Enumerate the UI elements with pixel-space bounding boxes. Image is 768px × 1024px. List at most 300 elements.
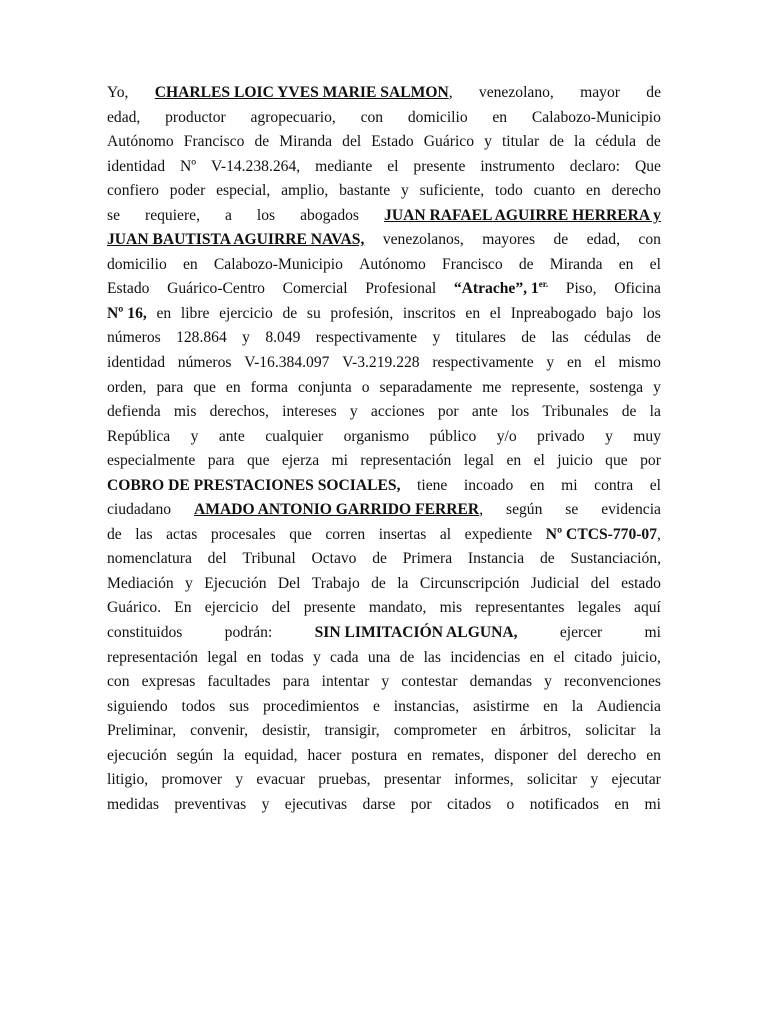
- word: desistir,: [262, 722, 311, 740]
- word: el: [649, 255, 661, 273]
- word: de: [539, 550, 555, 568]
- word: asistirme: [472, 697, 530, 715]
- word: que: [246, 452, 270, 470]
- word-group: [155, 84, 453, 102]
- word: en: [465, 304, 481, 322]
- text-line: [107, 158, 661, 183]
- word: cada: [330, 648, 359, 666]
- word: en: [646, 746, 661, 764]
- word: bajo: [606, 304, 633, 322]
- word: cédula: [595, 133, 637, 151]
- word: ,: [479, 501, 484, 519]
- word: domicilio: [107, 255, 167, 273]
- word: mediante: [315, 157, 373, 175]
- text-line: [107, 550, 661, 575]
- word: las: [551, 329, 569, 347]
- word: inscritos: [402, 304, 456, 322]
- word: Autónomo: [359, 255, 426, 273]
- word: libre: [180, 304, 210, 322]
- word: acciones: [370, 403, 425, 421]
- word: con: [107, 673, 130, 691]
- word: y: [381, 673, 390, 691]
- word: citado: [574, 648, 613, 666]
- word: de: [646, 133, 661, 151]
- word: y: [401, 182, 409, 200]
- word: solicitar: [526, 771, 578, 789]
- word: procesales: [210, 525, 276, 543]
- word: transigir,: [324, 722, 380, 740]
- word: y: [590, 771, 599, 789]
- word: citados: [446, 795, 492, 813]
- word: Estado: [371, 133, 414, 151]
- underlined-name: CHARLES LOIC YVES MARIE SALMON: [154, 84, 449, 101]
- word: el: [594, 354, 606, 372]
- word: y: [653, 378, 661, 396]
- word: ejercer: [559, 624, 603, 642]
- bold-phrase: “Atrache”, $1^{er.}$: [453, 279, 549, 298]
- word: corren: [325, 525, 366, 543]
- word: Oficina: [614, 280, 661, 298]
- word: y/o: [496, 427, 517, 445]
- word: una: [367, 648, 391, 666]
- word: instrumento: [480, 157, 555, 175]
- word: respectivamente: [315, 329, 418, 347]
- word: en: [490, 722, 506, 740]
- word: para: [207, 452, 235, 470]
- word: los: [642, 304, 661, 322]
- text-line: [107, 796, 661, 821]
- word: podrán:: [224, 624, 273, 642]
- word: expediente: [464, 525, 533, 543]
- word: árbitros,: [519, 722, 572, 740]
- word: solicitar: [585, 722, 636, 740]
- word: constituidos: [107, 624, 183, 642]
- word: de: [646, 329, 661, 347]
- word: identidad: [107, 157, 166, 175]
- text-line: [107, 256, 661, 281]
- word: darse: [362, 795, 396, 813]
- text-line: [107, 84, 661, 109]
- word: las: [423, 648, 441, 666]
- word: Octavo: [311, 550, 357, 568]
- text-line: [107, 305, 661, 330]
- word: Guárico-Centro: [167, 280, 265, 298]
- word: sostenga: [589, 378, 644, 396]
- word: República: [107, 427, 171, 445]
- word: Trabajo: [311, 574, 360, 592]
- word: de: [254, 133, 270, 151]
- word: legal: [207, 648, 238, 666]
- word: todo: [495, 182, 523, 200]
- word: agropecuario,: [250, 108, 336, 126]
- word: su: [306, 304, 321, 322]
- word: Tribunal: [242, 550, 296, 568]
- word: Francisco: [183, 133, 245, 151]
- word: edad,: [107, 108, 141, 126]
- word: y: [261, 795, 270, 813]
- word: Tribunales: [542, 403, 609, 421]
- word: presente: [413, 157, 466, 175]
- word: cuanto: [533, 182, 576, 200]
- word: Instancia: [467, 550, 525, 568]
- word: se: [565, 501, 579, 519]
- word: actas: [166, 525, 198, 543]
- word: Miranda: [549, 255, 603, 273]
- word: los: [511, 403, 530, 421]
- word: Preliminar,: [107, 722, 177, 740]
- word: que: [289, 525, 312, 543]
- word: de: [372, 550, 387, 568]
- word: que: [605, 452, 628, 470]
- word: el: [489, 304, 502, 322]
- word: me: [482, 378, 502, 396]
- word: 128.864: [176, 329, 227, 347]
- text-line: [107, 477, 661, 502]
- word: evacuar: [256, 771, 305, 789]
- bold-phrase: SIN LIMITACIÓN ALGUNA,: [314, 624, 518, 642]
- underlined-name: JUAN RAFAEL AGUIRRE HERRERA y: [384, 206, 661, 224]
- text-line: [107, 599, 661, 624]
- text-line: [107, 280, 661, 305]
- word: confiero: [107, 182, 159, 200]
- word: expresas: [141, 673, 196, 691]
- word: nomenclatura: [107, 550, 192, 568]
- word: del: [342, 133, 362, 151]
- word: en: [506, 452, 522, 470]
- word: orden,: [107, 378, 147, 396]
- word: incidencias: [450, 648, 521, 666]
- text-line: [107, 403, 661, 428]
- bold-phrase: Nº CTCS-770-07: [545, 525, 658, 543]
- word: para: [282, 673, 310, 691]
- text-line: [107, 501, 661, 526]
- word: ejerza: [281, 452, 320, 470]
- word: el: [533, 452, 545, 470]
- word: derecho: [586, 746, 637, 764]
- word: público: [429, 427, 477, 445]
- word: bastante: [339, 182, 391, 200]
- word: pruebas,: [318, 771, 371, 789]
- text-line: [107, 526, 661, 551]
- word: En: [174, 599, 192, 617]
- word: la: [574, 133, 586, 151]
- word: informes,: [454, 771, 514, 789]
- text-line: [107, 182, 661, 207]
- word: titulares: [455, 329, 506, 347]
- word: Que: [634, 157, 661, 175]
- word: venezolanos,: [382, 231, 464, 249]
- word: Sustanciación,: [570, 550, 661, 568]
- word: remates,: [431, 746, 485, 764]
- word: V-3.219.228: [342, 354, 420, 372]
- word: ante: [218, 427, 245, 445]
- word: muy: [633, 427, 661, 445]
- word: reconvenciones: [564, 673, 661, 691]
- word: respectivamente: [432, 354, 534, 372]
- text-line: [107, 771, 661, 796]
- word: que: [193, 378, 216, 396]
- word: evidencia: [601, 501, 661, 519]
- word: convenir,: [190, 722, 249, 740]
- word: demandas: [469, 673, 533, 691]
- word: postura: [351, 746, 398, 764]
- word: procedimientos: [262, 697, 360, 715]
- word: incoado: [463, 476, 514, 494]
- word: mi: [644, 624, 661, 642]
- word: en: [543, 697, 558, 715]
- word: todos: [181, 697, 216, 715]
- word: separadamente: [379, 378, 473, 396]
- word: ,: [448, 84, 453, 101]
- word: especial,: [216, 182, 271, 200]
- word: Miranda: [279, 133, 333, 151]
- word: siguiendo: [107, 697, 168, 715]
- word: en: [529, 648, 545, 666]
- word: por: [437, 403, 459, 421]
- word: ejercicio: [219, 304, 273, 322]
- word: al: [439, 525, 452, 543]
- word: Del: [277, 574, 301, 592]
- word: Yo,: [107, 84, 129, 101]
- word: según: [176, 746, 214, 764]
- word: según: [506, 501, 543, 519]
- word: derecho: [611, 182, 661, 200]
- word: y: [349, 403, 358, 421]
- word: en: [614, 795, 630, 813]
- word: Circunscripción: [419, 574, 520, 592]
- word: cualquier: [265, 427, 324, 445]
- text-line: [107, 133, 661, 158]
- word: mis: [173, 403, 197, 421]
- word: en: [492, 108, 508, 126]
- word: Guárico: [423, 133, 475, 151]
- word: disponer: [494, 746, 548, 764]
- word: mi: [331, 452, 348, 470]
- word: Piso,: [565, 280, 597, 298]
- word: todas: [270, 648, 304, 666]
- word: del: [557, 746, 577, 764]
- word: y: [235, 771, 244, 789]
- text-line: [107, 649, 661, 674]
- word: por: [410, 795, 432, 813]
- word: y: [484, 133, 492, 151]
- word: de: [646, 84, 661, 101]
- word: de: [518, 255, 534, 273]
- word: en: [225, 378, 241, 396]
- word: o: [506, 795, 515, 813]
- word: la: [649, 722, 661, 740]
- word: el: [387, 157, 399, 175]
- word: Inpreabogado: [510, 304, 597, 322]
- word: estado: [621, 574, 661, 592]
- word: Comercial: [282, 280, 348, 298]
- word: juicio: [557, 452, 593, 470]
- word: de: [107, 525, 122, 543]
- word: en: [566, 354, 582, 372]
- word: profesión,: [330, 304, 394, 322]
- word: mis: [439, 599, 463, 617]
- word: y: [242, 329, 250, 347]
- word: y: [185, 574, 193, 592]
- word: con: [638, 231, 661, 249]
- word: Profesional: [365, 280, 437, 298]
- word: ejercicio: [204, 599, 259, 617]
- word: especialmente: [107, 452, 196, 470]
- word: defienda: [107, 403, 161, 421]
- text-line: [107, 231, 661, 256]
- word: identidad: [107, 354, 166, 372]
- word: de: [399, 648, 415, 666]
- word: litigio,: [107, 771, 149, 789]
- word: promover: [161, 771, 223, 789]
- word: equidad,: [244, 746, 298, 764]
- word: e: [372, 697, 380, 715]
- word: la: [223, 746, 235, 764]
- word: requiere,: [145, 206, 200, 224]
- word-group: [194, 501, 483, 519]
- word: venezolano,: [478, 84, 554, 101]
- word: de: [621, 403, 637, 421]
- text-line: [107, 354, 661, 379]
- word: y: [605, 427, 613, 445]
- word: hacer: [307, 746, 342, 764]
- text-line: [107, 575, 661, 600]
- word: conjunta: [297, 378, 352, 396]
- word: intereses: [282, 403, 337, 421]
- word: amplio,: [281, 182, 329, 200]
- word: de: [521, 329, 536, 347]
- word: poder: [169, 182, 206, 200]
- word: ,: [657, 525, 661, 543]
- word: y: [432, 329, 441, 347]
- word: facultades: [207, 673, 271, 691]
- word: legal: [463, 452, 495, 470]
- word: representantes: [475, 599, 565, 617]
- text-line: [107, 698, 661, 723]
- underlined-name: AMADO ANTONIO GARRIDO FERRER: [194, 501, 480, 519]
- word: medidas: [107, 795, 159, 813]
- word: tiene: [417, 476, 448, 494]
- word: de: [371, 574, 386, 592]
- word: presentar: [383, 771, 442, 789]
- word: V-14.238.264,: [211, 157, 301, 175]
- word: la: [397, 574, 409, 592]
- text-line: [107, 673, 661, 698]
- word: o: [361, 378, 370, 396]
- word: comprometer: [393, 722, 477, 740]
- word: en: [246, 648, 262, 666]
- word: contestar: [401, 673, 458, 691]
- word: representación: [107, 648, 198, 666]
- word: Estado: [107, 280, 150, 298]
- word: el: [553, 648, 565, 666]
- word: para: [156, 378, 184, 396]
- word: sus: [229, 697, 250, 715]
- word: organismo: [343, 427, 410, 445]
- word: Calabozo-Municipio: [531, 108, 661, 126]
- text-line: [107, 379, 661, 404]
- word: mayores: [482, 231, 536, 249]
- word: ejecutivas: [284, 795, 348, 813]
- word: Ejecución: [204, 574, 267, 592]
- word: forma: [250, 378, 288, 396]
- word: declaro:: [569, 157, 620, 175]
- word: cédulas: [584, 329, 631, 347]
- word: la: [571, 697, 583, 715]
- text-line: [107, 722, 661, 747]
- word: Autónomo: [107, 133, 174, 151]
- word: en: [156, 304, 172, 322]
- word: V-16.384.097: [244, 354, 330, 372]
- word: representación: [360, 452, 452, 470]
- word: ciudadano: [107, 501, 172, 519]
- word: privado: [537, 427, 585, 445]
- word: se: [107, 206, 120, 224]
- word: ejecución: [107, 746, 167, 764]
- text-line: [107, 109, 661, 134]
- word: en: [182, 255, 198, 273]
- text-line: [107, 428, 661, 453]
- word: ante: [471, 403, 498, 421]
- word: y: [312, 648, 321, 666]
- word: instancias,: [393, 697, 460, 715]
- word: domicilio: [407, 108, 468, 126]
- word: Audiencia: [596, 697, 661, 715]
- word: mi: [644, 795, 661, 813]
- text-line: [107, 329, 661, 354]
- word: de: [282, 304, 298, 322]
- word: productor: [165, 108, 226, 126]
- word: mayor: [580, 84, 620, 101]
- word: números: [177, 354, 232, 372]
- bold-phrase: Nº 16,: [107, 304, 147, 322]
- word: represente,: [511, 378, 580, 396]
- word: en: [585, 182, 601, 200]
- word: de: [553, 231, 569, 249]
- word: el: [649, 476, 661, 494]
- text-line: [107, 747, 661, 772]
- superscript: er.: [538, 279, 549, 290]
- underlined-name: JUAN BAUTISTA AGUIRRE NAVAS,: [107, 231, 365, 249]
- word: derechos,: [209, 403, 269, 421]
- word: Judicial: [530, 574, 580, 592]
- word: y: [546, 354, 555, 372]
- power-of-attorney-text: [107, 84, 661, 820]
- word: del: [271, 599, 291, 617]
- word: intentar: [321, 673, 370, 691]
- word: por: [640, 452, 661, 470]
- word: mismo: [618, 354, 661, 372]
- word: legales: [577, 599, 621, 617]
- word: en: [618, 255, 634, 273]
- word: Francisco: [442, 255, 503, 273]
- word: titular: [501, 133, 540, 151]
- word: preventivas: [174, 795, 247, 813]
- word: en: [407, 746, 422, 764]
- word: insertas: [378, 525, 427, 543]
- word: del: [590, 574, 610, 592]
- word: abogados: [300, 206, 360, 224]
- word: las: [135, 525, 153, 543]
- word: presente: [303, 599, 356, 617]
- word: en: [529, 476, 545, 494]
- text-line: [107, 624, 661, 649]
- word: de: [549, 133, 564, 151]
- word: Primera: [402, 550, 453, 568]
- text-line: [107, 207, 661, 232]
- word: y: [190, 427, 199, 445]
- bold-phrase: COBRO DE PRESTACIONES SOCIALES,: [107, 476, 401, 494]
